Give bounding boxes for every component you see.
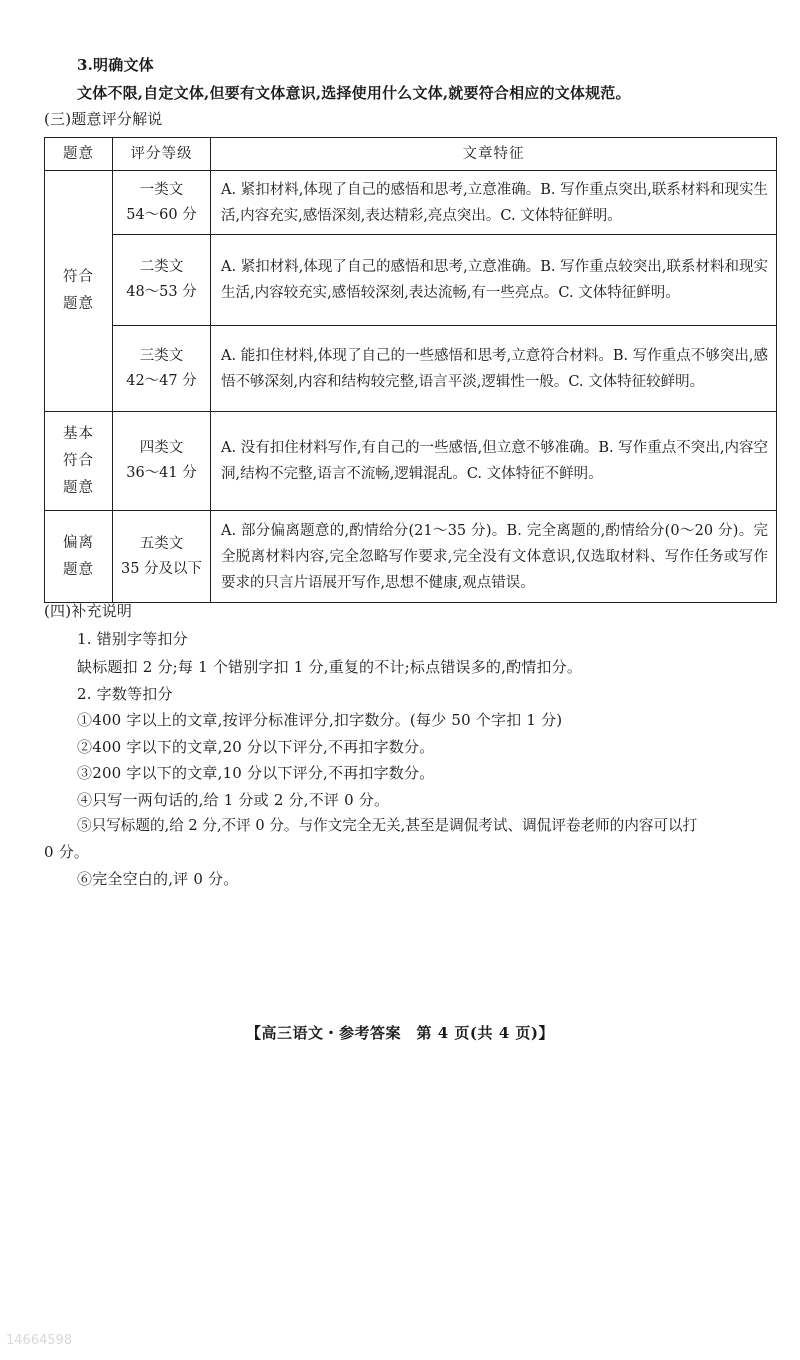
grade-name: 四类文 — [139, 440, 184, 456]
table-row — [45, 412, 777, 511]
grade-score: 35 分及以下 — [120, 560, 203, 577]
grade-name: 三类文 — [139, 347, 184, 364]
table-row — [45, 511, 777, 603]
section-3-heading: 3.明确文体 — [77, 56, 154, 74]
table-row — [45, 171, 777, 235]
deduction-item-continued: 0 分。 — [44, 843, 90, 861]
grade-score: 36～41 分 — [126, 465, 197, 481]
deduction-item: ③200 字以下的文章,10 分以下评分,不再扣字数分。 — [77, 764, 435, 782]
section-si-heading: (四)补充说明 — [44, 602, 133, 620]
grade-cell — [113, 171, 211, 235]
table-row — [45, 326, 777, 412]
header-cell: 题意 — [45, 138, 113, 171]
grade-score: 42～47 分 — [126, 372, 197, 389]
grade-cell — [113, 326, 211, 412]
grade-cell — [113, 412, 211, 511]
grade-name: 二类文 — [139, 259, 184, 275]
deduction-item: ①400 字以上的文章,按评分标准评分,扣字数分。(每少 50 个字扣 1 分) — [77, 711, 563, 729]
grade-score: 48～53 分 — [126, 284, 197, 300]
grade-cell — [113, 235, 211, 326]
feature-cell: A. 紧扣材料,体现了自己的感悟和思考,立意准确。B. 写作重点突出,联系材料和现实生活,内容充实,感悟深刻,表达精彩,亮点突出。C. 文体特征鲜明。 — [211, 171, 777, 235]
deduction-item: ④只写一两句话的,给 1 分或 2 分,不评 0 分。 — [77, 791, 390, 809]
section-san-heading: (三)题意评分解说 — [44, 110, 163, 128]
feature-cell: A. 能扣住材料,体现了自己的一些感悟和思考,立意符合材料。B. 写作重点不够突出,感悟不够深刻,内容和结构较完整,语言平淡,逻辑性一般。C. 文体特征较鲜明。 — [211, 326, 777, 412]
grade-cell — [113, 511, 211, 603]
grade-name: 一类文 — [139, 181, 184, 198]
table-row — [45, 235, 777, 326]
deduction-item: ②400 字以下的文章,20 分以下评分,不再扣字数分。 — [77, 738, 435, 756]
deduction-item: ⑤只写标题的,给 2 分,不评 0 分。与作文完全无关,甚至是调侃考试、调侃评卷老师的内容可以打 — [77, 817, 698, 834]
watermark-id: 14664598 — [6, 1333, 73, 1348]
table-header-row — [45, 138, 777, 171]
subsection-2-heading: 2. 字数等扣分 — [77, 685, 173, 703]
header-cell: 文章特征 — [211, 138, 777, 171]
feature-cell: A. 没有扣住材料写作,有自己的一些感悟,但立意不够准确。B. 写作重点不突出,内容空洞,结构不完整,语言不流畅,逻辑混乱。C. 文体特征不鲜明。 — [211, 412, 777, 511]
subsection-1-body: 缺标题扣 2 分;每 1 个错别字扣 1 分,重复的不计;标点错误多的,酌情扣分。 — [77, 658, 583, 676]
scoring-table — [44, 137, 777, 603]
grade-score: 54～60 分 — [126, 206, 197, 223]
category-label: 偏离题意 — [63, 534, 94, 578]
deduction-item: ⑥完全空白的,评 0 分。 — [77, 870, 239, 888]
feature-cell: A. 紧扣材料,体现了自己的感悟和思考,立意准确。B. 写作重点较突出,联系材料和现实生活,内容较充实,感悟较深刻,表达流畅,有一些亮点。C. 文体特征鲜明。 — [211, 235, 777, 326]
grade-name: 五类文 — [139, 535, 184, 552]
section-3-body: 文体不限,自定文体,但要有文体意识,选择使用什么文体,就要符合相应的文体规范。 — [77, 84, 631, 102]
category-label: 基本符合题意 — [63, 425, 94, 496]
category-label: 符合题意 — [63, 269, 94, 312]
feature-cell: A. 部分偏离题意的,酌情给分(21～35 分)。B. 完全离题的,酌情给分(0～20 分)。完全脱离材料内容,完全忽略写作要求,完全没有文体意识,仅选取材料、写作任务或写作要求的只言片语展开写作,思想不健康,观点错误。 — [211, 511, 777, 603]
category-cell — [45, 171, 113, 412]
category-cell — [45, 511, 113, 603]
category-cell — [45, 412, 113, 511]
subsection-1-heading: 1. 错别字等扣分 — [77, 630, 188, 648]
page-footer: 【高三语文・参考答案 第 4 页(共 4 页)】 — [246, 1024, 554, 1042]
header-cell: 评分等级 — [113, 138, 211, 171]
